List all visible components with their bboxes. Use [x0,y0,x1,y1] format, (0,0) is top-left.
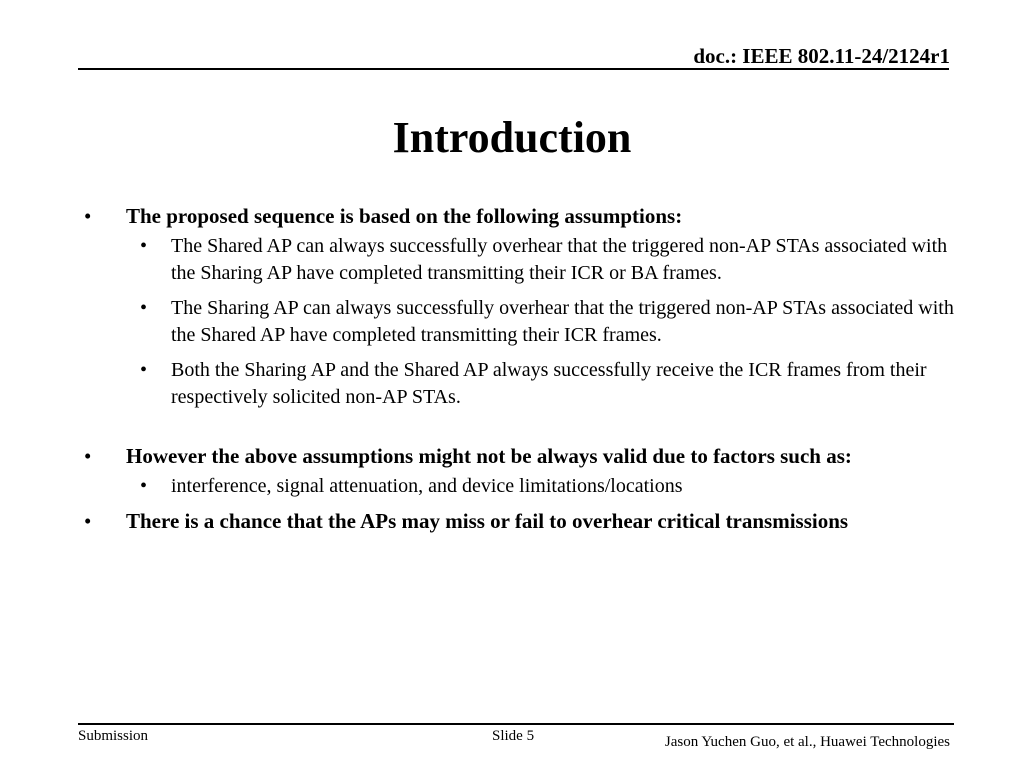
slide-title: Introduction [392,113,632,162]
bullet-icon: • [140,475,148,497]
document-id: doc.: IEEE 802.11-24/2124r1 [693,44,950,68]
sub-bullet-icr-receive [84,357,964,411]
bullet-assumptions [84,201,964,231]
sub-bullet-sharing-ap-overhear [84,295,964,349]
bullet-miss-transmissions [84,506,964,536]
bullet-text: There is a chance that the APs may miss or fail to overhear critical transmissions [126,509,849,533]
sub-bullet-text: The Shared AP can always successfully overhear that the triggered non-AP STAs associated with the Sharing AP have completed transmitting their ICR or BA frames. [171,235,948,284]
bullet-icon: • [84,444,92,468]
bullet-assumptions-invalid [84,441,964,471]
bullet-icon: • [140,235,148,257]
bullet-text: However the above assumptions might not be always valid due to factors such as: [126,444,852,468]
header-divider [78,68,949,70]
footer-authors: Jason Yuchen Guo, et al., Huawei Technologies [664,734,950,750]
bullet-text: The proposed sequence is based on the following assumptions: [126,204,683,228]
sub-bullet-shared-ap-overhear [84,233,964,287]
footer-submission: Submission [78,728,149,744]
bullet-icon: • [140,297,148,319]
sub-bullet-factors [84,473,964,500]
slide-number: Slide 5 [492,728,535,744]
bullet-icon: • [140,359,148,381]
sub-bullet-text: Both the Sharing AP and the Shared AP always successfully receive the ICR frames from their respectively solicited non-AP STAs. [171,359,927,408]
bullet-icon: • [84,509,92,533]
sub-bullet-text: interference, signal attenuation, and device limitations/locations [171,475,683,497]
footer-divider [78,723,954,725]
sub-bullet-text: The Sharing AP can always successfully overhear that the triggered non-AP STAs associated with the Shared AP have completed transmitting their ICR frames. [171,297,954,346]
slide-body [84,201,964,536]
bullet-icon: • [84,204,92,228]
